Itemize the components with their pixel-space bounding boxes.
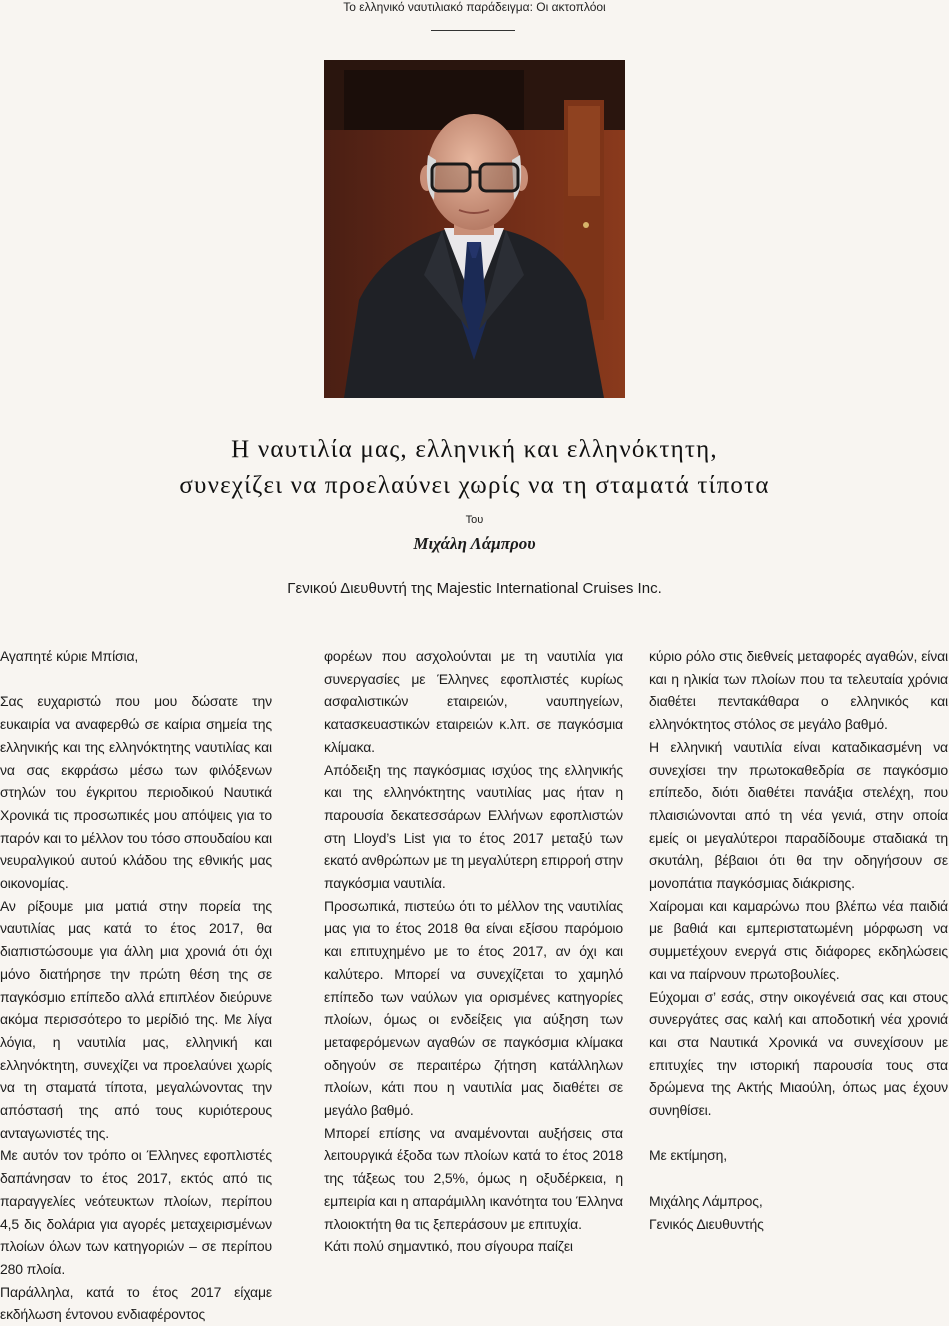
running-header: Το ελληνικό ναυτιλιακό παράδειγμα: Οι ακτοπλόοι — [343, 0, 606, 14]
header-divider — [431, 30, 515, 31]
paragraph: Απόδειξη της παγκόσμιας ισχύος της ελληνικής και της ελληνόκτητης ναυτιλίας μας ήταν η παρουσία δεκατεσσάρων Ελλήνων εφοπλιστών στη Lloyd’s List για το έτος 2017 μεταξύ των εκατό ανθρώπων με τη μεγαλύτερη επιρροή στην παγκόσμια ναυτιλία. — [324, 761, 623, 892]
author-portrait-photo — [324, 60, 625, 398]
paragraph: Κάτι πολύ σημαντικό, που σίγουρα παίζει — [324, 1238, 573, 1255]
text-column-3 — [649, 645, 948, 1291]
paragraph: κύριο ρόλο στις διεθνείς μεταφορές αγαθών, είναι και η ηλικία των πλοίων που τα τελευταία χρόνια διαθέτει πεντακάθαρα ο ελληνικός και ελληνόκτητος στόλος σε μεγάλο βαθμό. — [649, 648, 948, 733]
paragraph: Η ελληνική ναυτιλία είναι καταδικασμένη να συνεχίσει την πρωτοκαθεδρία σε παγκόσμιο επίπεδο, διότι διαθέτει πανάξια στελέχη, που πλαισιώνονται από τη νέα γενιά, στην οποία εμείς οι μεγαλύτεροι παραδίδουμε σταδιακά τη σκυτάλη, βέβαιοι ότι θα την οδηγήσουν σε μονοπάτια παγκόσμιας διάκρισης. — [649, 738, 948, 892]
paragraph: φορέων που ασχολούνται με τη ναυτιλία για συνεργασίες με Έλληνες εφοπλιστές κυρίως ασφαλιστικών εταιρειών, ναυπηγείων, κατασκευαστικών εταιρειών κ.λπ. σε παγκόσμια κλίμακα. — [324, 648, 623, 755]
text-column-2 — [324, 645, 623, 1291]
paragraph: Με αυτόν τον τρόπο οι Έλληνες εφοπλιστές δαπάνησαν το έτος 2017, εκτός από τις παραγγελίες νεότευκτων πλοίων, περίπου 4,5 δις δολάρια για αγορές μεταχειρισμένων πλοίων όλων των κατηγοριών – σε περίπου 280 πλοία. — [0, 1147, 272, 1277]
article-title-line-2: συνεχίζει να προελαύνει χωρίς να τη σταματά τίποτα — [179, 472, 770, 499]
signature-title: Γενικός Διευθυντής — [649, 1215, 764, 1232]
text-column-1 — [0, 645, 272, 1323]
paragraph: Προσωπικά, πιστεύω ότι το μέλλον της ναυτιλίας μας για το έτος 2018 θα είναι εξίσου παρόμοιο και επιτυχημένο με το έτος 2017, αν όχι και καλύτερο. Μπορεί να συνεχίζεται το χαμηλό επίπεδο των ναύλων για ορισμένες κατηγορίες πλοίων, όμως οι ενδείξεις για αύξηση των μεταφερόμενων αγαθών σε παγκόσμια κλίμακα οδηγούν σε περαιτέρω ζήτηση κατάλληλων πλοίων, κάτι που η ναυτιλία μας διαθέτει σε μεγάλο βαθμό. — [324, 897, 623, 1119]
paragraph: Εύχομαι σ’ εσάς, στην οικογένειά σας και στους συνεργάτες σας καλή και αποδοτική νέα χρονιά και στα Ναυτικά Χρονικά να συνεχίσουν με επιτυχίες την ιστορική παρουσία τους στα δρώμενα της Ακτής Μιαούλη, όπως μας έχουν συνηθίσει. — [649, 988, 948, 1119]
signature-name: Μιχάλης Λάμπρος, — [649, 1192, 763, 1209]
paragraph: Μπορεί επίσης να αναμένονται αυξήσεις στα λειτουργικά έξοδα των πλοίων κατά το έτος 2018 της τάξεως του 2,5%, όμως η οξυδέρκεια, η εμπειρία και η απαράμιλλη ικανότητα του Έλληνα πλοιοκτήτη θα τις ξεπεράσουν με επιτυχία. — [324, 1124, 623, 1232]
paragraph: Σας ευχαριστώ που μου δώσατε την ευκαιρία να αναφερθώ σε καίρια σημεία της ελληνικής και της ελληνόκτητης ναυτιλίας και να σας εκφράσω μέσω των φιλόξενων στηλών του έγκριτου περιοδικού Ναυτικά Χρονικά τις προσωπικές μου απόψεις για το παρόν και το μέλλον του τόσο σπουδαίου και νευραλγικού αυτού κλάδου της εθνικής μας οικονομίας. — [0, 693, 272, 892]
article-title-line-1: Η ναυτιλία μας, ελληνική και ελληνόκτητη, — [231, 436, 718, 463]
author-name: Μιχάλη Λάμπρου — [413, 534, 536, 553]
salutation: Αγαπητέ κύριε Μπίσια, — [0, 648, 139, 664]
byline-prefix: Του — [465, 514, 484, 526]
article-title — [0, 432, 949, 504]
closing: Με εκτίμηση, — [649, 1147, 728, 1164]
author-role: Γενικού Διευθυντή της Majestic International Cruises Inc. — [287, 580, 662, 597]
paragraph: Χαίρομαι και καμαρώνω που βλέπω νέα παιδιά με βαθιά και εμπεριστατωμένη μόρφωση να συμμετέχουν ενεργά στις διάφορες εκδηλώσεις και να παίρνουν πρωτοβουλίες. — [649, 897, 948, 982]
paragraph: Αν ρίξουμε μια ματιά στην πορεία της ναυτιλίας μας κατά το έτος 2017, θα διαπιστώσουμε για άλλη μια χρονιά ότι όχι μόνο διατήρησε την πρώτη θέση της σε παγκόσμιο επίπεδο αλλά επιπλέον διεύρυνε ακόμα περισσότερο το μερίδιό της. Με λίγα λόγια, η ναυτιλία μας, ελληνική και ελληνόκτητη, συνεχίζει να προελαύνει χωρίς να τη σταματά τίποτα, μεγαλώνοντας την απόστασή της από τους κυριότερους ανταγωνιστές της. — [0, 897, 272, 1141]
paragraph: Παράλληλα, κατά το έτος 2017 είχαμε εκδήλωση έντονου ενδιαφέροντος — [0, 1283, 272, 1323]
